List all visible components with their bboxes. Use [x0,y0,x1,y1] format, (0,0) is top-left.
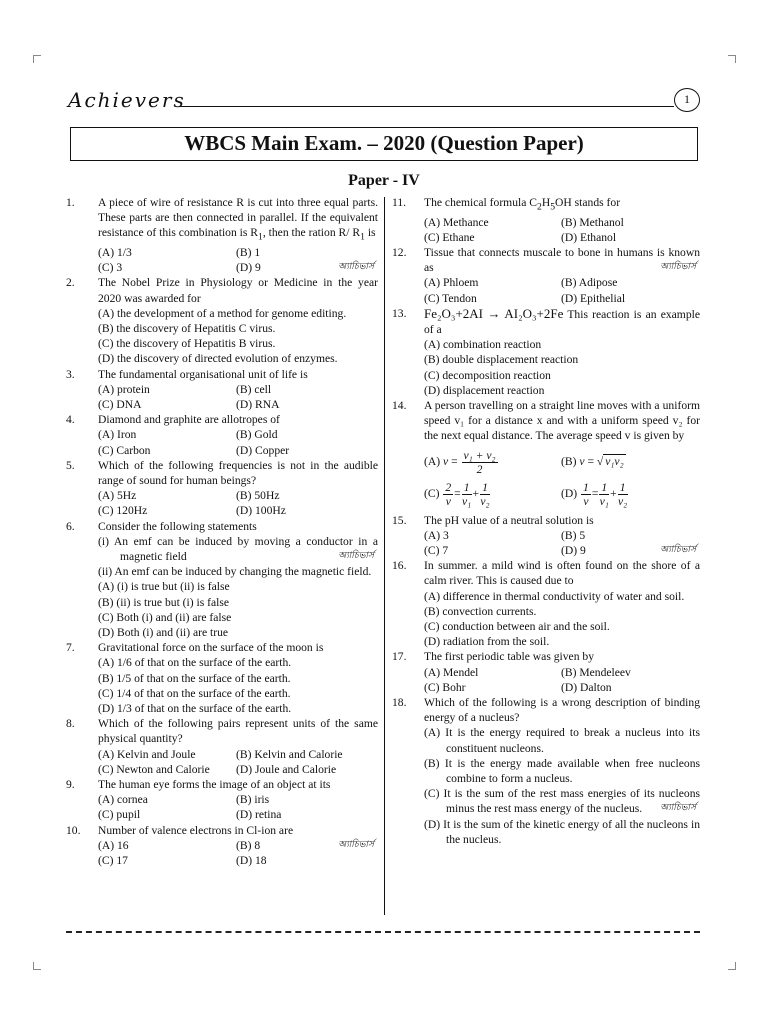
page-number: 1 [674,88,700,112]
formula-row-ab [424,449,700,476]
option-d: (D) Joule and Calorie [236,762,337,776]
option-b: (B) Mendeleev [561,665,631,679]
option-a: (A) difference in thermal conductivity of water and soil. [424,589,685,603]
reaction-equation: Fe₂O₃+2AI → AI₂O₃+2Fe [424,305,564,321]
crop-mark-top-right [728,55,736,63]
option-b: (B) 1/5 of that on the surface of the earth. [98,671,291,685]
publisher-stamp: অ্যাচিভার্স [338,839,374,850]
option-a: (A) 16 [98,838,129,852]
publisher-stamp: অ্যাচিভার্স [338,262,374,273]
option-d: (D) radiation from the soil. [424,635,550,649]
option-a: (A) 3 [424,528,449,542]
option-d: (D) It is the sum of the kinetic energy of all the nucleons in the nucleus. [424,817,700,846]
option-b: (B) convection currents. [424,604,537,618]
brand-logo: Achievers [68,88,186,112]
option-a: (A) 1/3 [98,245,132,259]
formula-row-cd [424,481,700,508]
option-a: (A) the development of a method for genome editing. [98,306,347,320]
option-a: (A) cornea [98,793,148,807]
option-c: (C) 17 [98,854,128,868]
page-title: WBCS Main Exam. – 2020 (Question Paper) [70,127,698,161]
question-4 [66,412,378,458]
option-a: (A) It is the energy required to break a nucleus into its constituent nucleons. [424,726,700,755]
question-3 [66,367,378,413]
crop-mark-bottom-left [33,962,41,970]
option-a: (A) (i) is true but (ii) is false [98,580,230,594]
question-15 [392,513,700,559]
question-text: Which of the following pairs represent units of the same physical quantity? [98,717,378,746]
publisher-stamp: অ্যাচিভার্স [660,544,696,555]
question-2 [66,275,378,366]
option-c: (C) Newton and Calorie [98,762,210,776]
question-18 [392,695,700,847]
left-column [66,195,378,868]
question-5 [66,458,378,519]
column-divider [384,197,385,915]
option-c: (C) Carbon [98,443,151,457]
option-d: (D) RNA [236,397,280,411]
right-column [392,195,700,847]
question-text: A person travelling on a straight line moves with a uniform speed v₁ for a distance x and with a uniform speed v₂ for the next equal distance. The average speed v is given by [424,398,700,443]
option-a: (A) Mendel [424,665,479,679]
option-d: (D) retina [236,808,282,822]
option-c: (C) It is the sum of the rest mass energies of its nucleons minus the rest mass energy of the nucleus. অ্যাচিভার্স [424,787,700,816]
option-b: (B) Methanol [561,215,624,229]
option-b: (B) 8 [236,838,261,852]
question-text: Number of valence electrons in Cl-ion are [98,823,294,837]
question-text: Tissue that connects muscale to bone in humans is known as অ্যাচিভার্স [424,245,700,275]
question-number: 6. [66,519,75,533]
publisher-stamp: অ্যাচিভার্স [660,262,696,273]
option-c: (C) DNA [98,397,142,411]
paper-subtitle: Paper - IV [348,172,420,189]
option-c: (C) decomposition reaction [424,368,551,382]
option-b: (B) Gold [236,428,278,442]
crop-mark-bottom-right [728,962,736,970]
option-d: (D) 9 [561,543,586,557]
option-a: (A) combination reaction [424,338,542,352]
option-c: (C) conduction between air and the soil. [424,619,610,633]
question-number: 18. [392,696,407,709]
question-text: The pH value of a neutral solution is [424,513,594,527]
option-a: (A) protein [98,382,150,396]
question-text: The fundamental organisational unit of life is [98,367,308,381]
option-d: (D) 18 [236,854,267,868]
option-b: (B) (ii) is true but (i) is false [98,595,230,609]
option-b: (B) It is the energy made available when free nucleons combine to form a nucleus. [424,756,700,786]
question-number: 10. [66,823,81,837]
question-number: 13. [392,306,407,320]
option-b: (B) 50Hz [236,489,280,503]
question-17 [392,649,700,695]
question-11 [392,195,700,245]
option-d: (D) the discovery of directed evolution of enzymes. [98,352,338,366]
question-text: Which of the following frequencies is not in the audible range of sound for human beings? [98,458,378,487]
question-text: Gravitational force on the surface of the moon is [98,641,324,655]
question-number: 15. [392,513,407,527]
option-c: (C) Bohr [424,680,466,694]
question-text: The chemical formula $C_2H_5OH$ stands for [424,196,621,213]
question-number: 7. [66,641,75,655]
option-a: (A) Methance [424,215,489,229]
option-a: (A) Kelvin and Joule [98,747,196,761]
option-d: (D) Ethanol [561,230,617,244]
question-7 [66,640,378,716]
question-text: The human eye forms the image of an object at its [98,778,331,792]
question-text: Which of the following is a wrong description of binding energy of a nucleus? [424,696,700,725]
option-d: (D) 100Hz [236,504,286,518]
question-number: 2. [66,276,75,290]
option-a: (A) Phloem [424,276,479,290]
publisher-stamp: অ্যাচিভার্স [338,550,374,561]
question-number: 1. [66,196,75,209]
question-text: A piece of wire of resistance R is cut into three equal parts. These parts are then connected in parallel. If the equivalent resistance of this combination is $R_1$, then the ration R/ $R_1$ is [98,196,378,243]
option-b: (B) iris [236,793,270,807]
option-c: (C) 3 [98,261,123,275]
footer-dashed-rule [66,931,700,933]
publisher-stamp: অ্যাচিভার্স [660,803,696,814]
option-d: (D) Dalton [561,680,612,694]
question-1 [66,195,378,275]
option-c: (C) Both (i) and (ii) are false [98,610,232,624]
option-c: (C) 120Hz [98,504,148,518]
question-text: Fe₂O₃+2AI → AI₂O₃+2Fe This reaction is an example of a [424,305,700,336]
header-rule [180,106,674,107]
option-b: (B) v = √ v₁v₂ [561,455,624,469]
option-b: (B) 1 [236,245,261,259]
option-b: (B) cell [236,382,272,396]
question-number: 8. [66,717,75,731]
option-a: (A) Iron [98,428,137,442]
option-b: (B) Adipose [561,276,618,290]
question-number: 17. [392,650,407,664]
option-d: (D) Both (i) and (ii) are true [98,626,229,639]
option-a: (A) v = $\frac{\text{v₁ + v₂}}{2}$ [424,448,496,476]
question-text: In summer. a mild wind is often found on the shore of a calm river. This is caused due to [424,559,700,588]
question-8 [66,716,378,777]
question-13 [392,306,700,398]
question-number: 5. [66,458,75,472]
option-c: (C) pupil [98,808,141,822]
question-number: 9. [66,778,75,792]
option-c: (C) 7 [424,543,449,557]
question-16 [392,558,700,649]
option-c: (C) the discovery of Hepatitis B virus. [98,337,276,351]
option-a: (A) 1/6 of that on the surface of the earth. [98,656,292,670]
question-10 [66,823,378,869]
statement-ii: (ii) An emf can be induced by changing the magnetic field. [98,565,372,579]
option-d: (D) Copper [236,443,290,457]
option-d: (D) displacement reaction [424,383,545,397]
question-text: The Nobel Prize in Physiology or Medicine in the year 2020 was awarded for [98,276,378,305]
option-c: (C) $\frac{2}{v}$ = $\frac{1}{\text{v₁}}$ + $\frac{1}{\text{v₂}}$ [424,480,490,508]
option-b: (B) Kelvin and Calorie [236,747,343,761]
question-9 [66,777,378,823]
crop-mark-top-left [33,55,41,63]
option-b: (B) double displacement reaction [424,353,579,367]
question-12 [392,245,700,306]
question-14 [392,398,700,513]
question-number: 3. [66,367,75,381]
option-b: (B) 5 [561,528,586,542]
question-text: Diamond and graphite are allotropes of [98,413,280,427]
option-b: (B) the discovery of Hepatitis C virus. [98,321,276,335]
question-number: 14. [392,398,407,412]
option-a: (A) 5Hz [98,489,137,503]
statement-i: (i) An emf can be induced by moving a conductor in a magnetic field অ্যাচিভার্স [98,534,378,563]
question-text: The first periodic table was given by [424,650,594,664]
question-number: 4. [66,413,75,427]
option-c: (C) 1/4 of that on the surface of the earth. [98,686,291,700]
question-number: 16. [392,559,407,573]
question-number: 12. [392,245,407,259]
question-text: Consider the following statements [98,519,257,533]
question-number: 11. [392,196,407,209]
option-d: (D) 9 [236,261,261,275]
option-c: (C) Ethane [424,230,475,244]
question-6 [66,519,378,641]
option-d: (D) 1/3 of that on the surface of the earth. [98,702,292,716]
option-d: (D) Epithelial [561,291,626,305]
page-header [68,88,700,116]
option-d: (D) $\frac{1}{v}$ = $\frac{1}{\text{v₁}}$ + $\frac{1}{\text{v₂}}$ [561,480,628,508]
option-c: (C) Tendon [424,291,477,305]
